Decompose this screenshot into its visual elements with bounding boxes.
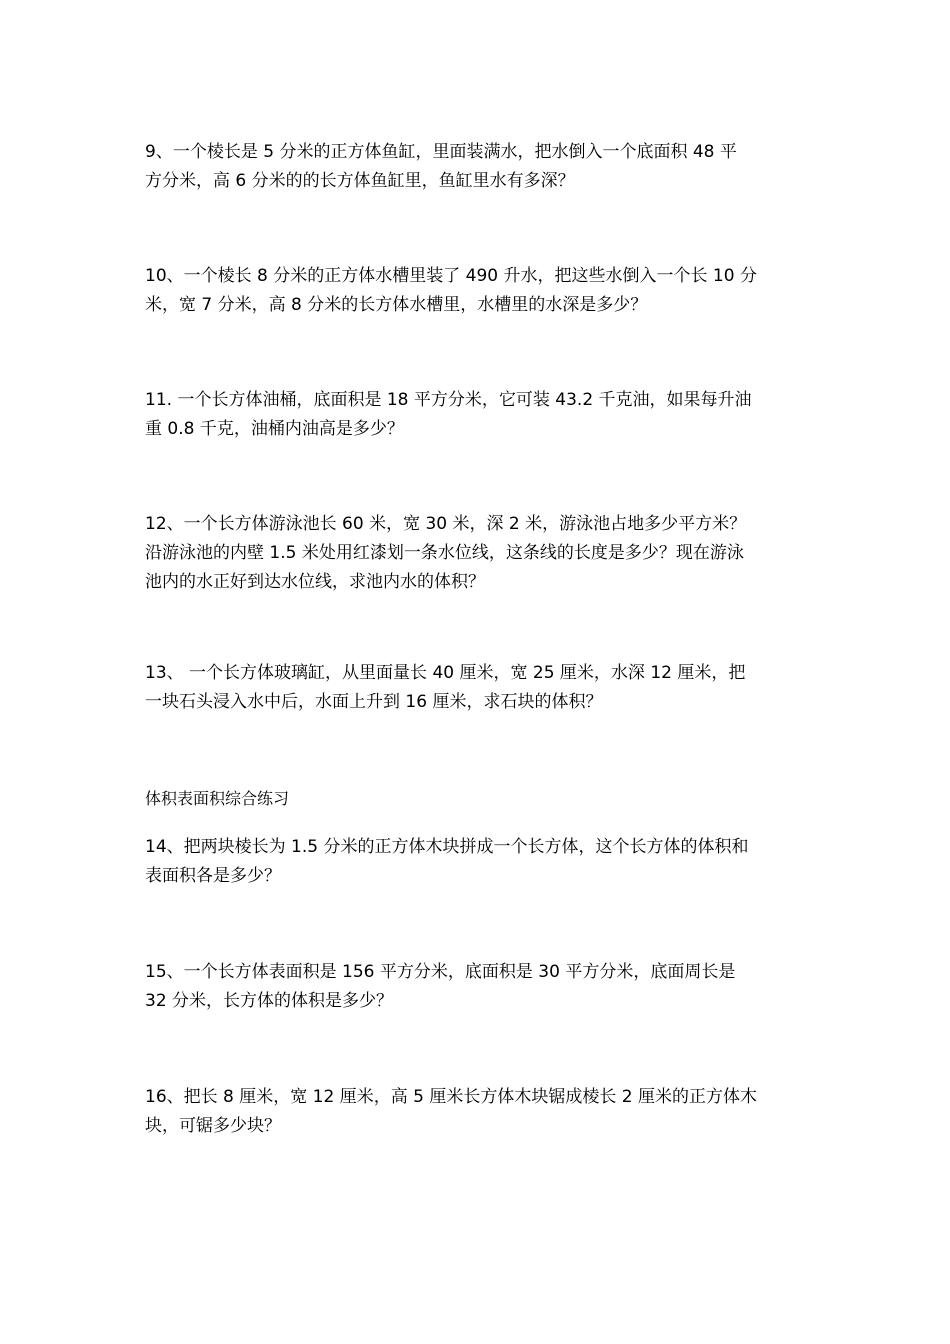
problem-line: 9、一个棱长是 5 分米的正方体鱼缸，里面装满水，把水倒入一个底面积 48 平 (145, 142, 737, 162)
section-heading: 体积表面积综合练习 (145, 789, 290, 808)
problem-15 (145, 958, 813, 1016)
problem-line: 方分米，高 6 分米的的长方体鱼缸里，鱼缸里水有多深？ (145, 171, 575, 191)
problem-line: 32 分米，长方体的体积是多少？ (145, 991, 394, 1011)
problem-line: 一块石头浸入水中后，水面上升到 16 厘米，求石块的体积？ (145, 692, 603, 712)
problem-line: 池内的水正好到达水位线，求池内水的体积？ (145, 572, 485, 592)
problem-line: 重 0.8 千克，油桶内油高是多少？ (145, 419, 404, 439)
problem-line: 表面积各是多少？ (145, 866, 281, 886)
problem-line: 13、 一个长方体玻璃缸，从里面量长 40 厘米，宽 25 厘米，水深 12 厘米，把 (145, 663, 746, 683)
problem-13 (145, 659, 813, 717)
problem-line: 16、把长 8 厘米，宽 12 厘米，高 5 厘米长方体木块锯成棱长 2 厘米的正方体木 (145, 1087, 757, 1107)
problem-line: 14、把两块棱长为 1.5 分米的正方体木块拼成一个长方体，这个长方体的体积和 (145, 837, 749, 857)
problem-line: 米，宽 7 分米，高 8 分米的长方体水槽里，水槽里的水深是多少？ (145, 295, 648, 315)
problem-14 (145, 833, 813, 891)
problem-12 (145, 510, 813, 597)
problem-16 (145, 1083, 813, 1141)
problem-line: 15、一个长方体表面积是 156 平方分米，底面积是 30 平方分米，底面周长是 (145, 962, 736, 982)
problem-11 (145, 386, 813, 444)
problem-line: 12、一个长方体游泳池长 60 米，宽 30 米，深 2 米，游泳池占地多少平方米？ (145, 514, 747, 534)
problem-line: 块，可锯多少块？ (145, 1116, 281, 1136)
problem-line: 11. 一个长方体油桶，底面积是 18 平方分米，它可装 43.2 千克油，如果每升油 (145, 390, 752, 410)
problem-10 (145, 262, 813, 320)
problem-line: 沿游泳池的内壁 1.5 米处用红漆划一条水位线，这条线的长度是多少？现在游泳 (145, 543, 744, 563)
problem-9 (145, 138, 813, 196)
problem-line: 10、一个棱长 8 分米的正方体水槽里装了 490 升水，把这些水倒入一个长 10 分 (145, 266, 757, 286)
